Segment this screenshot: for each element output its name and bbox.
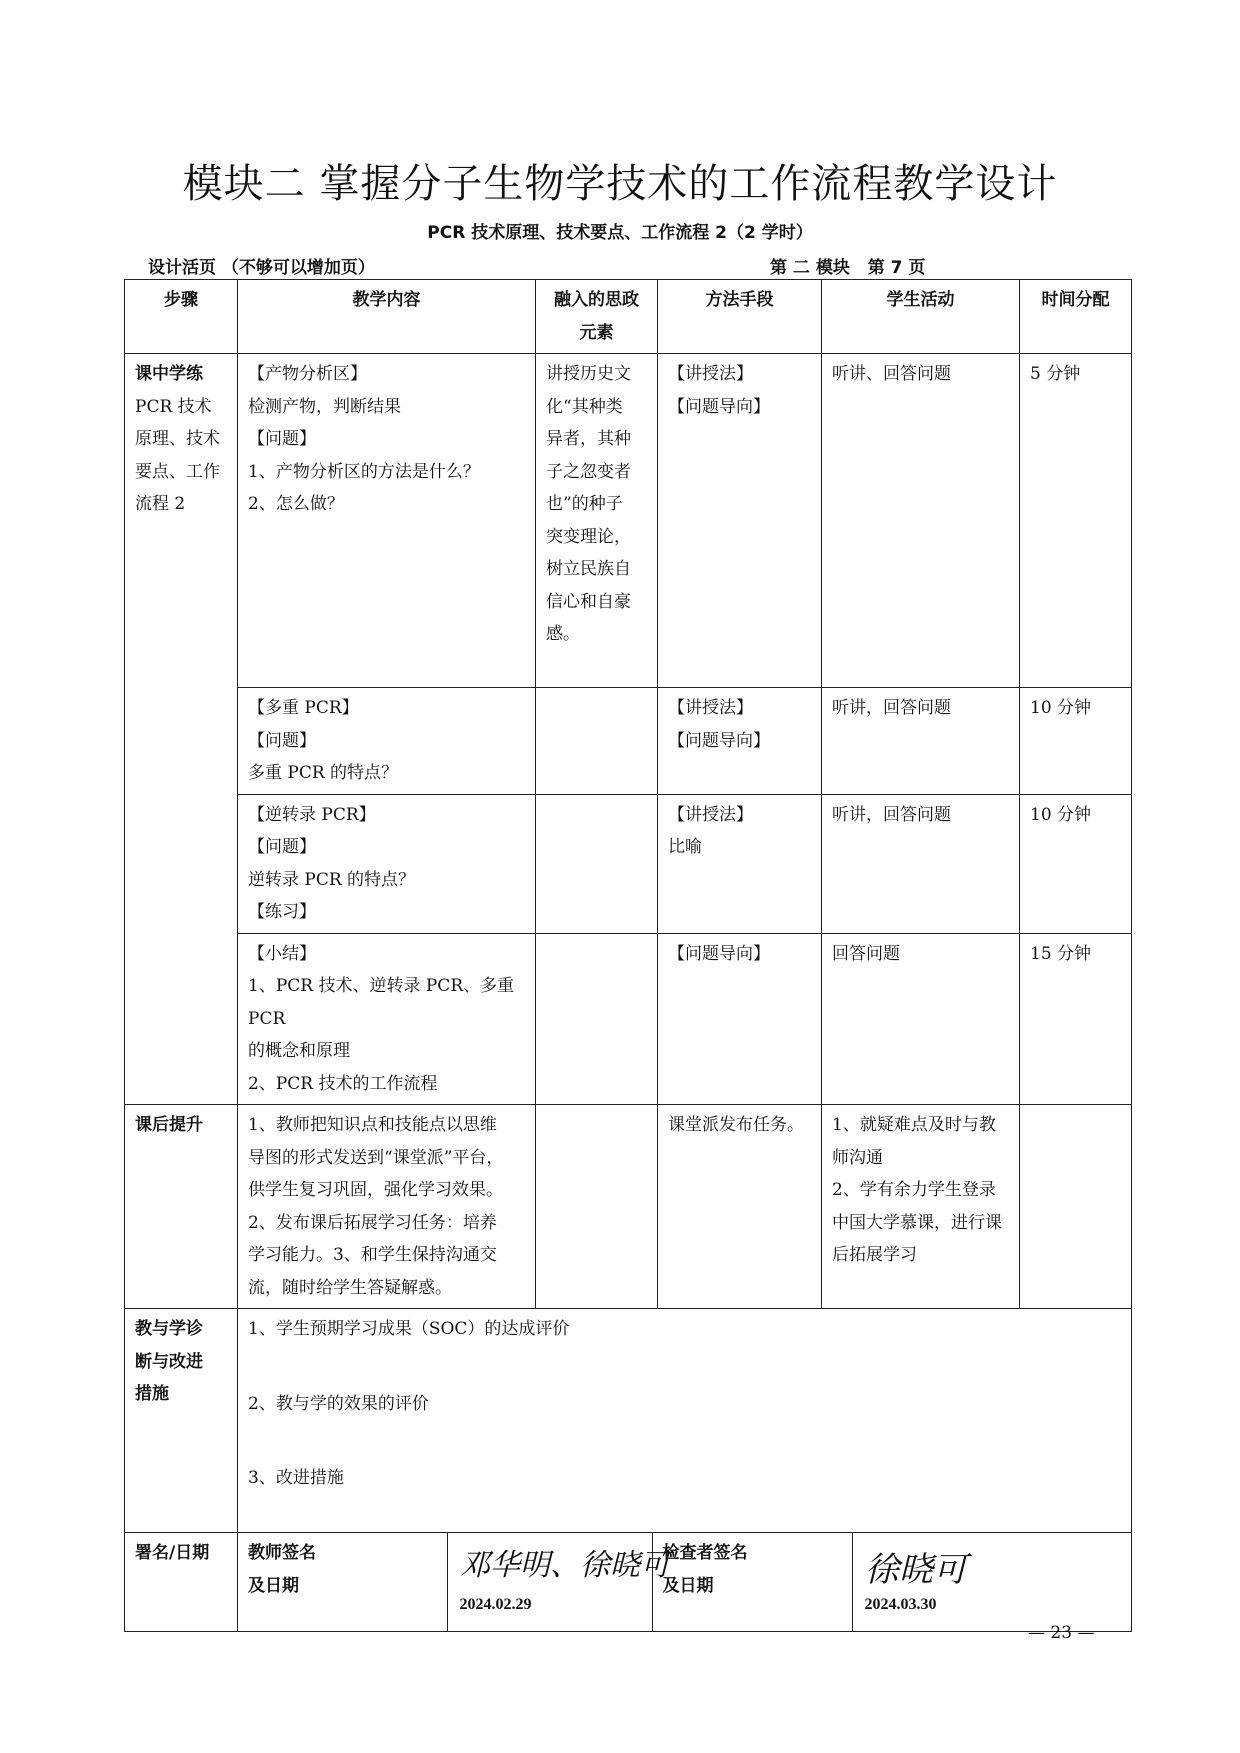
step-cell-diagnosis bbox=[125, 1309, 238, 1533]
content-line: 1、教师把知识点和技能点以思维 bbox=[248, 1115, 497, 1135]
table-row bbox=[125, 1105, 1132, 1309]
header-ideology-line1: 融入的思政 bbox=[554, 290, 639, 310]
activity-cell: 听讲，回答问题 bbox=[822, 794, 1020, 933]
content-cell bbox=[238, 933, 536, 1105]
content-cell bbox=[238, 1105, 536, 1309]
method-cell bbox=[658, 794, 822, 933]
page-label: 第 7 页 bbox=[867, 258, 926, 278]
header-time: 时间分配 bbox=[1020, 280, 1132, 354]
ideology-line: 树立民族自 bbox=[546, 559, 631, 579]
ideology-line: 化“其种类 bbox=[546, 396, 623, 417]
method-line: 【问题导向】 bbox=[668, 396, 770, 417]
content-line: 【练习】 bbox=[248, 902, 316, 922]
content-line: 2、PCR 技术的工作流程 bbox=[248, 1073, 438, 1094]
header-content: 教学内容 bbox=[238, 280, 536, 354]
content-line: 的概念和原理 bbox=[248, 1041, 350, 1061]
step-title: 课后提升 bbox=[135, 1115, 203, 1135]
activity-line: 师沟通 bbox=[832, 1147, 883, 1168]
ideology-cell bbox=[536, 1105, 658, 1309]
activity-cell: 听讲、回答问题 bbox=[822, 354, 1020, 688]
content-cell bbox=[238, 794, 536, 933]
teacher-date: 2024.02.29 bbox=[459, 1595, 532, 1613]
content-line: 【问题】 bbox=[248, 730, 316, 751]
signature-step-cell bbox=[125, 1533, 238, 1632]
table-row bbox=[125, 1309, 1132, 1533]
method-cell bbox=[658, 933, 822, 1105]
design-page-note: 设计活页 （不够可以增加页） bbox=[148, 258, 375, 278]
step-title: 课中学练 bbox=[135, 364, 203, 384]
header-ideology bbox=[536, 280, 658, 354]
ideology-line: 感。 bbox=[546, 624, 580, 644]
table-row bbox=[125, 794, 1132, 933]
step-cell-in-class bbox=[125, 354, 238, 1105]
step-title-line: 断与改进 bbox=[135, 1351, 203, 1372]
content-line: 1、产物分析区的方法是什么？ bbox=[248, 461, 480, 482]
time-cell: 5 分钟 bbox=[1020, 354, 1132, 688]
content-line: 【问题】 bbox=[248, 837, 316, 857]
checker-label-cell bbox=[652, 1533, 852, 1631]
teacher-signature-text: 邓华明、徐晓可 bbox=[459, 1548, 670, 1583]
time-cell bbox=[1020, 1105, 1132, 1309]
content-line: 学习能力。3、和学生保持沟通交 bbox=[248, 1245, 497, 1265]
signature-row bbox=[125, 1533, 1132, 1632]
ideology-line: 也”的种子 bbox=[546, 494, 623, 514]
signature-container bbox=[238, 1533, 1132, 1632]
checker-label: 及日期 bbox=[662, 1575, 714, 1596]
module-page-info bbox=[770, 253, 937, 278]
step-subline: 要点、工作 bbox=[135, 461, 220, 482]
teacher-signature-image bbox=[456, 1537, 670, 1591]
step-title-line: 教与学诊 bbox=[135, 1319, 203, 1339]
method-line: 【讲授法】 bbox=[668, 698, 753, 718]
content-line: 供学生复习巩固，强化学习效果。 bbox=[248, 1180, 503, 1200]
content-line: 多重 PCR 的特点？ bbox=[248, 763, 399, 783]
table-row bbox=[125, 933, 1132, 1105]
lesson-plan-table bbox=[124, 279, 1132, 1632]
step-cell-after-class bbox=[125, 1105, 238, 1309]
activity-line: 后拓展学习 bbox=[832, 1245, 917, 1265]
ideology-line: 子之忽变者 bbox=[546, 461, 631, 482]
content-line: 【问题】 bbox=[248, 429, 316, 449]
time-cell: 15 分钟 bbox=[1020, 933, 1132, 1105]
step-subline: PCR 技术 bbox=[135, 396, 212, 417]
content-line: 检测产物，判断结果 bbox=[248, 396, 401, 417]
table-row bbox=[125, 688, 1132, 795]
step-subline: 流程 2 bbox=[135, 494, 186, 514]
content-line: 【逆转录 PCR】 bbox=[248, 804, 376, 825]
ideology-cell bbox=[536, 933, 658, 1105]
document-title: 模块二 掌握分子生物学技术的工作流程教学设计 bbox=[182, 161, 1058, 207]
content-cell bbox=[238, 354, 536, 688]
checker-label: 检查者签名 bbox=[662, 1543, 748, 1563]
teacher-label: 教师签名 bbox=[248, 1543, 316, 1563]
method-line: 【问题导向】 bbox=[668, 943, 770, 964]
content-line: 2、怎么做？ bbox=[248, 494, 344, 514]
step-title-line: 措施 bbox=[135, 1384, 169, 1404]
method-line: 【讲授法】 bbox=[668, 804, 753, 825]
activity-cell: 回答问题 bbox=[822, 933, 1020, 1105]
checker-signature-cell bbox=[852, 1533, 1132, 1631]
activity-cell: 听讲，回答问题 bbox=[822, 688, 1020, 795]
method-cell: 课堂派发布任务。 bbox=[658, 1105, 822, 1309]
teacher-signature-cell bbox=[447, 1533, 670, 1631]
method-line: 【问题导向】 bbox=[668, 730, 770, 751]
content-cell bbox=[238, 688, 536, 795]
activity-line: 2、学有余力学生登录 bbox=[832, 1180, 996, 1200]
content-line: 逆转录 PCR 的特点？ bbox=[248, 869, 416, 890]
method-cell bbox=[658, 354, 822, 688]
content-line: 流，随时给学生答疑解惑。 bbox=[248, 1277, 452, 1298]
method-cell bbox=[658, 688, 822, 795]
diagnosis-item: 2、教与学的效果的评价 bbox=[248, 1393, 429, 1414]
table-row bbox=[125, 354, 1132, 688]
ideology-line: 异者，其种 bbox=[546, 429, 631, 449]
step-subline: 原理、技术 bbox=[135, 429, 220, 449]
diagnosis-item: 1、学生预期学习成果（SOC）的达成评价 bbox=[248, 1319, 570, 1339]
signature-table bbox=[238, 1533, 1132, 1631]
content-line: 【多重 PCR】 bbox=[248, 698, 359, 718]
ideology-line: 突变理论， bbox=[546, 526, 631, 547]
ideology-line: 讲授历史文 bbox=[546, 364, 631, 384]
activity-line: 1、就疑难点及时与教 bbox=[832, 1115, 996, 1135]
activity-line: 中国大学慕课，进行课 bbox=[832, 1212, 1002, 1233]
header-step: 步骤 bbox=[125, 280, 238, 354]
diagnosis-item: 3、改进措施 bbox=[248, 1468, 344, 1488]
activity-cell bbox=[822, 1105, 1020, 1309]
checker-signature-text: 徐晓可 bbox=[864, 1550, 967, 1590]
page-number: — 23 — bbox=[1028, 1623, 1095, 1643]
content-line: 【产物分析区】 bbox=[248, 364, 367, 384]
diagnosis-content-cell bbox=[238, 1309, 1132, 1533]
content-line: 1、PCR 技术、逆转录 PCR、多重 PCR bbox=[248, 976, 515, 1029]
ideology-cell bbox=[536, 794, 658, 933]
time-cell: 10 分钟 bbox=[1020, 688, 1132, 795]
ideology-cell bbox=[536, 688, 658, 795]
teacher-label-cell bbox=[238, 1533, 447, 1631]
table-header-row bbox=[125, 280, 1132, 354]
ideology-cell bbox=[536, 354, 658, 688]
header-activity: 学生活动 bbox=[822, 280, 1020, 354]
teacher-label: 及日期 bbox=[248, 1575, 299, 1596]
checker-date: 2024.03.30 bbox=[864, 1595, 937, 1613]
content-line: 【小结】 bbox=[248, 943, 316, 964]
content-line: 导图的形式发送到“课堂派”平台， bbox=[248, 1147, 504, 1168]
method-line: 【讲授法】 bbox=[668, 364, 753, 384]
module-label: 第 二 模块 bbox=[770, 258, 850, 278]
content-line: 2、发布课后拓展学习任务：培养 bbox=[248, 1212, 497, 1233]
time-cell: 10 分钟 bbox=[1020, 794, 1132, 933]
header-ideology-line2: 元素 bbox=[579, 322, 614, 343]
header-method: 方法手段 bbox=[658, 280, 822, 354]
method-line: 比喻 bbox=[668, 837, 702, 857]
ideology-line: 信心和自豪 bbox=[546, 591, 631, 612]
document-subtitle: PCR 技术原理、技术要点、工作流程 2（2 学时） bbox=[427, 223, 813, 243]
signature-step-label: 署名/日期 bbox=[135, 1543, 210, 1563]
